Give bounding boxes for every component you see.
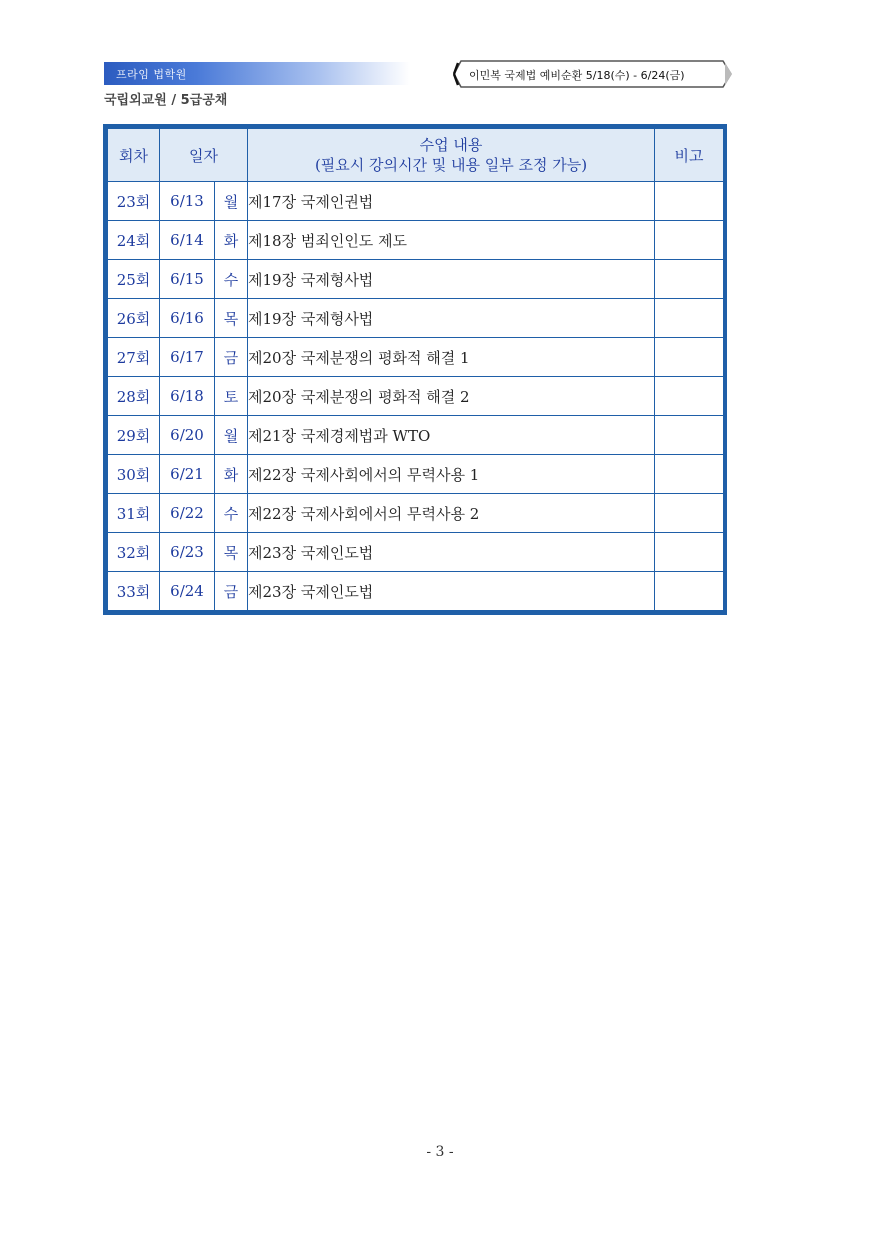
table-row xyxy=(108,377,724,416)
note-cell xyxy=(655,533,724,572)
header-date: 일자 xyxy=(160,129,248,182)
schedule-body xyxy=(108,182,724,611)
session-cell: 25회 xyxy=(108,260,160,299)
lesson-content-cell: 제21장 국제경제법과 WTO xyxy=(248,416,655,455)
date-cell: 6/13 xyxy=(160,182,215,221)
session-cell: 28회 xyxy=(108,377,160,416)
header-content-note: (필요시 강의시간 및 내용 일부 조정 가능) xyxy=(314,156,588,174)
session-cell: 23회 xyxy=(108,182,160,221)
table-row xyxy=(108,572,724,611)
header-content xyxy=(248,129,655,182)
table-row xyxy=(108,533,724,572)
note-cell xyxy=(655,572,724,611)
weekday-cell: 수 xyxy=(215,494,248,533)
table-row xyxy=(108,260,724,299)
table-row xyxy=(108,182,724,221)
date-cell: 6/24 xyxy=(160,572,215,611)
weekday-cell: 목 xyxy=(215,299,248,338)
session-cell: 27회 xyxy=(108,338,160,377)
date-cell: 6/23 xyxy=(160,533,215,572)
date-cell: 6/21 xyxy=(160,455,215,494)
session-cell: 26회 xyxy=(108,299,160,338)
note-cell xyxy=(655,377,724,416)
table-row xyxy=(108,338,724,377)
weekday-cell: 금 xyxy=(215,572,248,611)
lesson-content-cell: 제19장 국제형사법 xyxy=(248,299,655,338)
date-cell: 6/16 xyxy=(160,299,215,338)
weekday-cell: 토 xyxy=(215,377,248,416)
weekday-cell: 금 xyxy=(215,338,248,377)
date-cell: 6/20 xyxy=(160,416,215,455)
page-number: - 3 - xyxy=(426,1144,454,1160)
date-cell: 6/17 xyxy=(160,338,215,377)
header-note: 비고 xyxy=(655,129,724,182)
lesson-content-cell: 제23장 국제인도법 xyxy=(248,533,655,572)
note-cell xyxy=(655,494,724,533)
lesson-content-cell: 제23장 국제인도법 xyxy=(248,572,655,611)
header-content-title: 수업 내용 xyxy=(419,136,483,154)
schedule-table xyxy=(107,128,724,611)
lesson-content-cell: 제17장 국제인권법 xyxy=(248,182,655,221)
brand-name: 프라임 법학원 xyxy=(116,68,187,81)
date-cell: 6/15 xyxy=(160,260,215,299)
lesson-content-cell: 제22장 국제사회에서의 무력사용 2 xyxy=(248,494,655,533)
table-header-row xyxy=(108,129,724,182)
note-cell xyxy=(655,416,724,455)
lesson-content-cell: 제20장 국제분쟁의 평화적 해결 2 xyxy=(248,377,655,416)
table-row xyxy=(108,494,724,533)
lesson-content-cell: 제18장 범죄인인도 제도 xyxy=(248,221,655,260)
schedule-table-frame xyxy=(103,124,727,615)
weekday-cell: 목 xyxy=(215,533,248,572)
session-cell: 31회 xyxy=(108,494,160,533)
note-cell xyxy=(655,182,724,221)
note-cell xyxy=(655,455,724,494)
date-cell: 6/14 xyxy=(160,221,215,260)
session-cell: 24회 xyxy=(108,221,160,260)
lesson-content-cell: 제22장 국제사회에서의 무력사용 1 xyxy=(248,455,655,494)
course-title: 이민복 국제법 예비순환 5/18(수) - 6/24(금) xyxy=(469,69,685,82)
exam-subtitle: 국립외교원 / 5급공채 xyxy=(104,93,228,108)
table-row xyxy=(108,299,724,338)
table-row xyxy=(108,221,724,260)
course-tag xyxy=(453,60,733,88)
note-cell xyxy=(655,299,724,338)
note-cell xyxy=(655,338,724,377)
lesson-content-cell: 제19장 국제형사법 xyxy=(248,260,655,299)
session-cell: 29회 xyxy=(108,416,160,455)
weekday-cell: 화 xyxy=(215,455,248,494)
weekday-cell: 월 xyxy=(215,416,248,455)
header-session: 회차 xyxy=(108,129,160,182)
session-cell: 32회 xyxy=(108,533,160,572)
weekday-cell: 수 xyxy=(215,260,248,299)
date-cell: 6/18 xyxy=(160,377,215,416)
session-cell: 33회 xyxy=(108,572,160,611)
note-cell xyxy=(655,221,724,260)
table-row xyxy=(108,455,724,494)
note-cell xyxy=(655,260,724,299)
table-row xyxy=(108,416,724,455)
lesson-content-cell: 제20장 국제분쟁의 평화적 해결 1 xyxy=(248,338,655,377)
brand-banner xyxy=(104,62,410,85)
weekday-cell: 월 xyxy=(215,182,248,221)
session-cell: 30회 xyxy=(108,455,160,494)
date-cell: 6/22 xyxy=(160,494,215,533)
weekday-cell: 화 xyxy=(215,221,248,260)
